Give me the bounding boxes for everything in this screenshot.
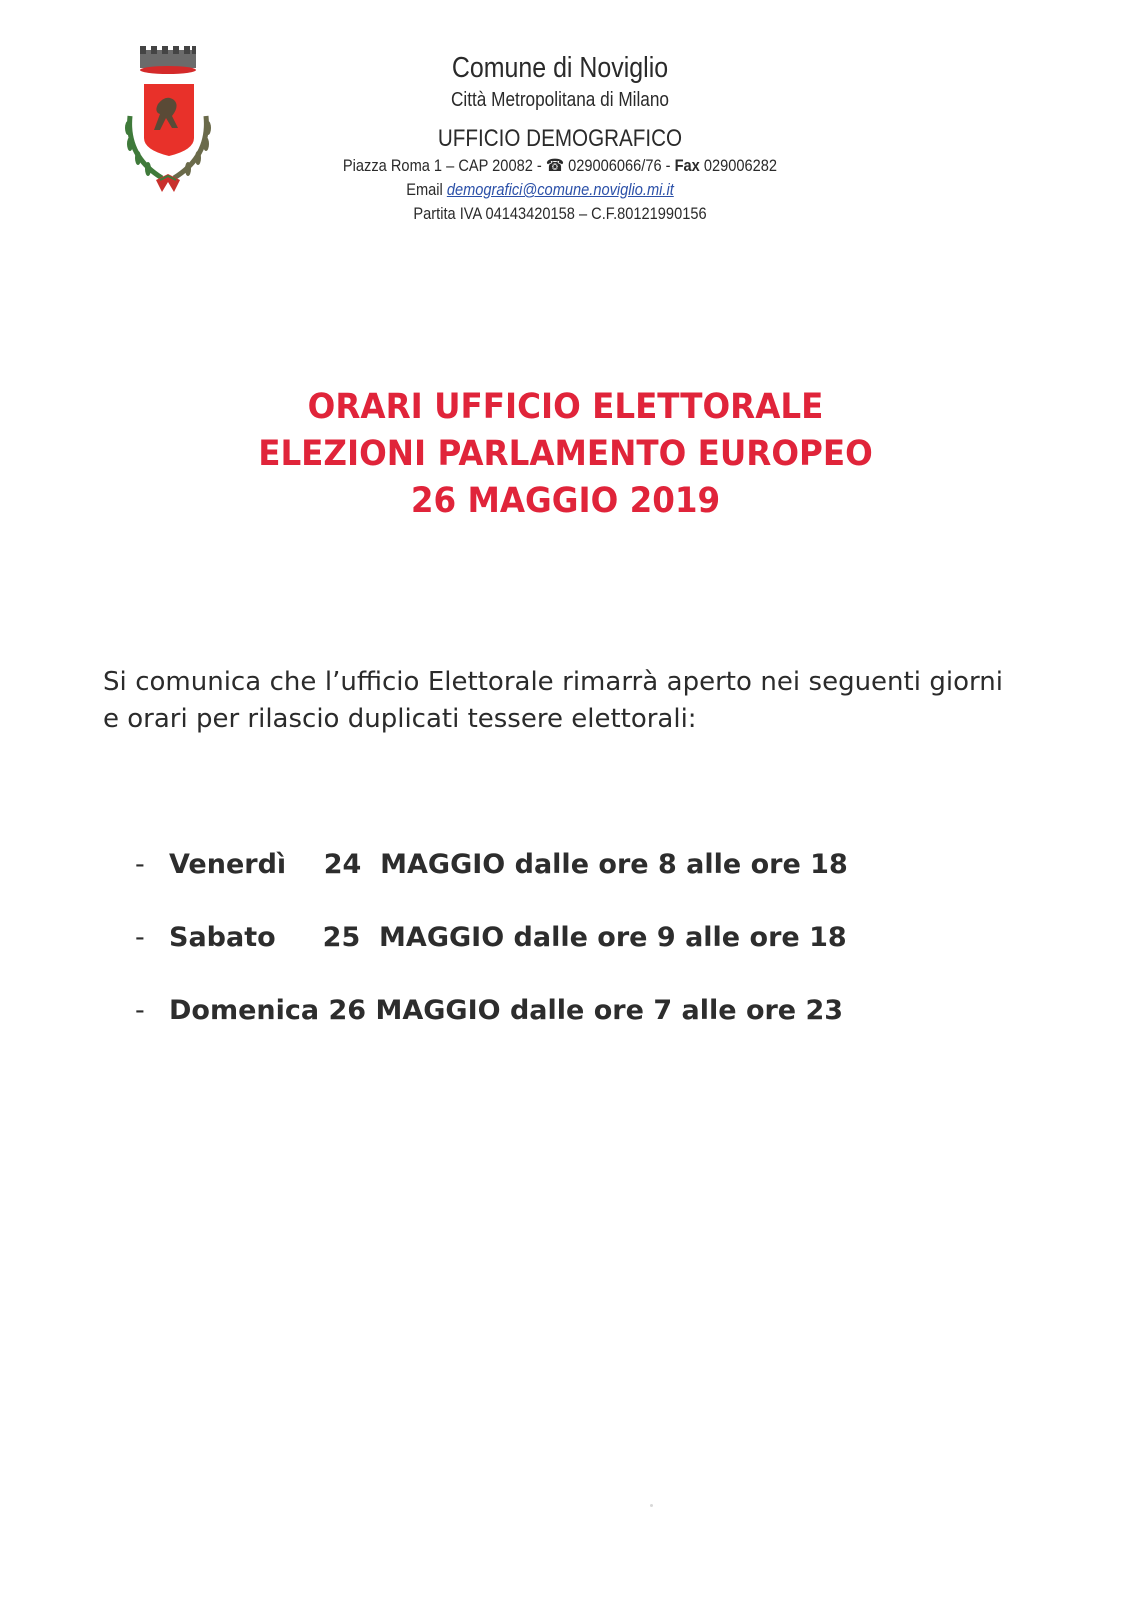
intro-paragraph: Si comunica che l’ufficio Elettorale rimarrà aperto nei seguenti giorni e orari per rilascio duplicati tessere elettorali: <box>103 667 1003 734</box>
schedule-hours: 26 MAGGIO dalle ore 7 alle ore 23 <box>319 995 844 1026</box>
title-line-1: ORARI UFFICIO ELETTORALE <box>307 387 824 427</box>
dash-bullet: - <box>135 922 145 953</box>
schedule-day: Domenica <box>169 995 320 1026</box>
dash-bullet: - <box>135 849 145 880</box>
email-line <box>273 178 806 202</box>
schedule-day: Venerdì <box>169 849 315 880</box>
schedule-item <box>135 845 955 918</box>
office-name: UFFICIO DEMOGRAFICO <box>437 125 683 152</box>
schedule-day: Sabato <box>169 922 314 953</box>
coat-of-arms-icon <box>112 46 224 196</box>
contact-line <box>311 154 810 178</box>
address: Piazza Roma 1 – CAP 20082 - <box>342 156 546 175</box>
notice-title <box>0 384 1131 525</box>
telephone-icon: ☎ <box>545 156 565 175</box>
email-label: Email <box>406 180 447 199</box>
email-link[interactable]: demografici@comune.noviglio.mi.it <box>446 180 674 199</box>
schedule-list <box>135 845 955 1064</box>
municipality-name: Comune di Noviglio <box>451 52 669 84</box>
fax-label: Fax <box>674 156 700 175</box>
schedule-hours: 25 MAGGIO dalle ore 9 alle ore 18 <box>313 922 847 953</box>
title-line-3: 26 MAGGIO 2019 <box>410 481 721 521</box>
scan-speck <box>650 1504 653 1507</box>
metropolitan-city: Città Metropolitana di Milano <box>451 89 669 111</box>
title-line-2: ELEZIONI PARLAMENTO EUROPEO <box>258 434 873 474</box>
schedule-hours: 24 MAGGIO dalle ore 8 alle ore 18 <box>314 849 848 880</box>
dash-bullet: - <box>135 995 145 1026</box>
letterhead <box>270 50 850 226</box>
schedule-item <box>135 918 955 991</box>
schedule-item <box>135 991 955 1064</box>
fax-number: 029006282 <box>699 156 778 175</box>
tax-ids: Partita IVA 04143420158 – C.F.80121990156 <box>413 204 707 223</box>
phone-number: 029006066/76 - <box>564 156 675 175</box>
